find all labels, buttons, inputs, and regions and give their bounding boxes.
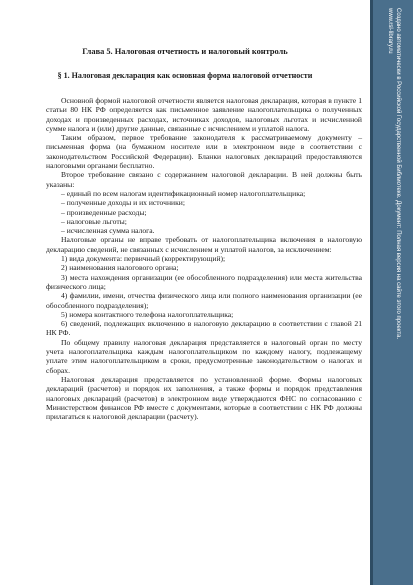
list-item: – произведенные расходы; (61, 207, 147, 217)
sidebar-banner (370, 0, 413, 585)
list-item: – полученные доходы и их источники; (61, 198, 185, 208)
body-text (46, 96, 362, 421)
list-item: – единый по всем налогам идентификационный номер налогоплательщика; (61, 188, 306, 198)
section-title: § 1. Налоговая декларация как основная форма налоговой отчетности (57, 71, 313, 80)
paragraph: Основной формой налоговой отчетности является налоговая декларация, которая в пункте 1 статьи 80 НК РФ определяется как письменное заявление налогоплательщика о полученных доходах и произведенных расходах, источниках доходов, налоговых льготах и исчисленной сумме налога и (или) другие данные, связанные с исчислением и уплатой налога. (46, 96, 362, 133)
list-item: 2) наименования налогового органа; (61, 263, 179, 273)
list-item: 4) фамилии, имени, отчества физического лица или полного наименования организации (ее обособленного подразделения); (46, 291, 362, 310)
paragraph: Второе требование связано с содержанием налоговой декларации. В ней должны быть указаны: (46, 170, 362, 189)
list-item: 6) сведений, подлежащих включению в налоговую декларацию в соответствии с главой 21 НК РФ. (46, 319, 362, 338)
paragraph: Налоговая декларация представляется по установленной форме. Формы налоговых деклараций (расчетов) и порядок их заполнения, а также формы и порядок представления налоговых деклараций (расчетов) в электронном виде утверждаются ФНС по согласованию с Министерством финансов РФ вместе с документами, которые в соответствии с НК РФ должны прилагаться к налоговой декларации (расчету). (46, 374, 362, 422)
paragraph: Налоговые органы не вправе требовать от налогоплательщика включения в налоговую декларацию сведений, не связанных с исчислением и уплатой налогов, за исключением: (46, 235, 362, 254)
list-item: 5) номера контактного телефона налогоплательщика; (61, 309, 234, 319)
list-item: – налоговые льготы; (61, 216, 127, 226)
paragraph: По общему правилу налоговая декларация представляется в налоговый орган по месту учета налогоплательщика каждым налогоплательщиком по каждому налогу, подлежащему уплате этим налогоплательщиком в сроки, предусмотренные законодательством о налогах и сборах. (46, 337, 362, 375)
list-item: – исчисленная сумма налога. (61, 226, 155, 236)
list-item: 3) места нахождения организации (ее обособленного подразделения) или места жительства физического лица; (46, 272, 362, 291)
paragraph: Таким образом, первое требование законодателя к рассматриваемому документу – письменная форма (на бумажном носителе или в электронном виде в соответствии с законодательством Российской Федерации). Бланки налоговых деклараций предоставляются налоговыми органами бесплатно. (46, 133, 362, 171)
chapter-title: Глава 5. Налоговая отчетность и налоговый контроль (82, 47, 288, 56)
sidebar-text (386, 8, 402, 578)
list-item: 1) вида документа: первичный (корректирующий); (61, 254, 226, 264)
sidebar-line-2: www.rsl-library.ru (387, 8, 393, 54)
sidebar-line-1: Создано автоматически в Российской Государственной Библиотеке. Документ: Полная версия на сайте этого проекта. (395, 8, 401, 340)
